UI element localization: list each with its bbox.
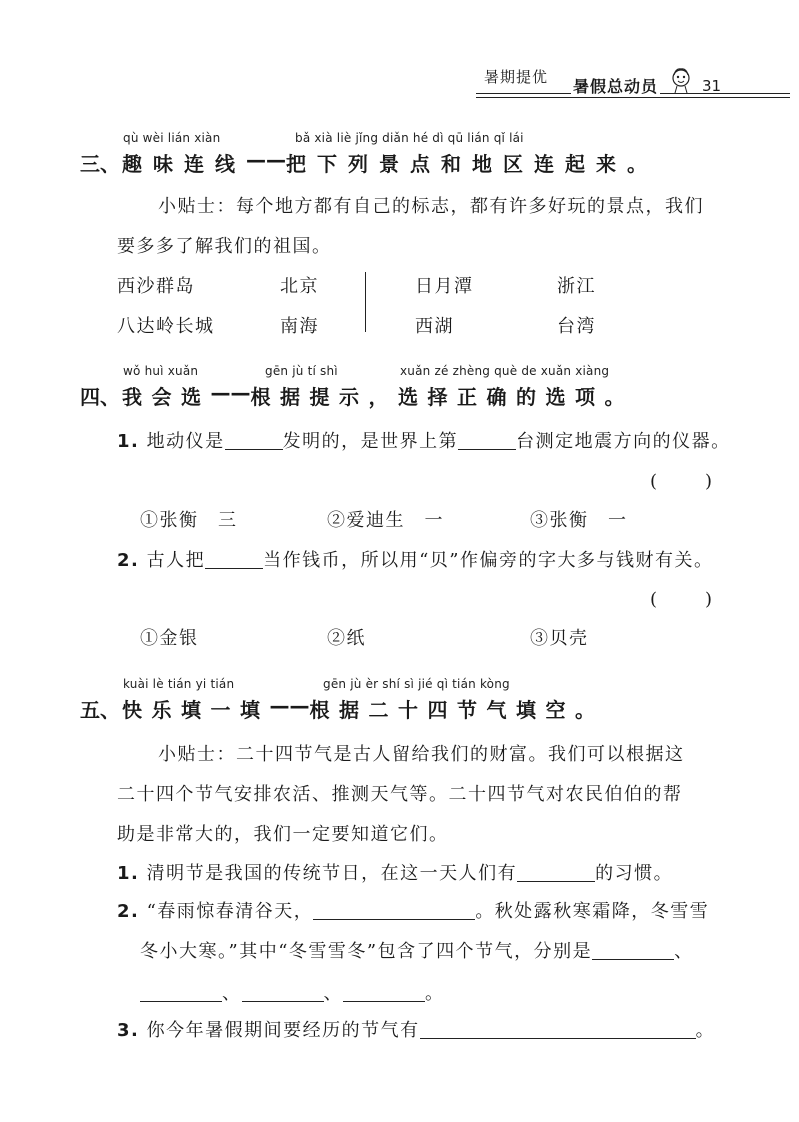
question-text: 。秋处露秋寒霜降，冬雪雪 xyxy=(475,901,710,922)
separator: 、 xyxy=(674,941,694,962)
tip-text: 二十四个节气安排农活、推测天气等。二十四节气对农民伯伯的帮 xyxy=(117,784,683,805)
question-text: 地动仪是 xyxy=(146,431,225,452)
answer-paren[interactable]: ( ) xyxy=(650,589,717,610)
heading-char: 趣 xyxy=(122,152,142,176)
heading-char: 。 xyxy=(627,152,647,176)
heading-char: 连 xyxy=(184,152,204,176)
sentence-end: 。 xyxy=(695,1020,716,1041)
tip-text: 小贴士：二十四节气是古人留给我们的财富。我们可以根据这 xyxy=(158,744,685,765)
answer-blank[interactable] xyxy=(517,863,595,882)
header-rule-thin xyxy=(476,97,790,98)
heading-char: 选 xyxy=(545,385,566,409)
heading-char: —— xyxy=(269,694,310,718)
heading-char: 空 xyxy=(545,698,566,722)
pinyin-text: kuài lè tián yi tián xyxy=(123,677,235,691)
heading-char: 下 xyxy=(317,152,337,176)
pinyin-text: gēn jù tí shì xyxy=(265,364,338,378)
pinyin-text: xuǎn zé zhèng què de xuǎn xiàng xyxy=(400,364,610,378)
heading-char: 和 xyxy=(441,152,461,176)
answer-blank[interactable] xyxy=(242,983,324,1002)
heading-char: 选 xyxy=(181,385,201,409)
heading-char: 。 xyxy=(575,698,595,722)
question-text: “春雨惊春清谷天， xyxy=(146,901,314,922)
question-number: 2. xyxy=(117,550,140,571)
tip-text: 助是非常大的，我们一定要知道它们。 xyxy=(117,824,449,845)
heading-char: 。 xyxy=(604,385,625,409)
answer-blank[interactable] xyxy=(458,431,516,450)
answer-blank[interactable] xyxy=(205,550,263,569)
separator: 、 xyxy=(222,983,242,1004)
place-name: 北京 xyxy=(280,276,319,297)
heading-char: 来 xyxy=(596,152,616,176)
question-3 xyxy=(117,1016,715,1042)
option[interactable]: ②爱迪生 一 xyxy=(327,510,444,531)
scenic-spot: 八达岭长城 xyxy=(117,316,215,337)
heading-char: 据 xyxy=(339,698,359,722)
heading-char: 四 xyxy=(427,698,448,722)
separator: 、 xyxy=(323,983,343,1004)
place-name: 台湾 xyxy=(557,316,596,337)
heading-char: 列 xyxy=(348,152,368,176)
answer-blank[interactable] xyxy=(343,983,425,1002)
heading-char: 据 xyxy=(280,385,300,409)
heading-char: 点 xyxy=(410,152,430,176)
heading-char: 我 xyxy=(122,385,142,409)
heading-char: 快 xyxy=(122,698,142,722)
heading-char: 填 xyxy=(181,698,201,722)
page-header xyxy=(476,66,790,102)
heading-char: 会 xyxy=(151,385,172,409)
answer-blank[interactable] xyxy=(592,941,674,960)
question-2-cont xyxy=(140,937,694,963)
question-number: 1. xyxy=(117,863,140,884)
question-2 xyxy=(117,897,709,923)
scenic-spot: 日月潭 xyxy=(415,276,474,297)
question-2 xyxy=(117,546,714,572)
question-number: 1. xyxy=(117,431,140,452)
answer-blank[interactable] xyxy=(140,983,222,1002)
pinyin-text: qù wèi lián xiàn xyxy=(123,131,221,145)
heading-char: 味 xyxy=(153,152,173,176)
heading-char: ， xyxy=(368,385,389,409)
question-text: 台测定地震方向的仪器。 xyxy=(516,431,731,452)
option[interactable]: ③张衡 一 xyxy=(530,510,628,531)
question-text: 清明节是我国的传统节日，在这一天人们有 xyxy=(146,863,518,884)
heading-char: 选 xyxy=(398,385,418,409)
question-2-cont xyxy=(140,979,445,1005)
heading-char: 的 xyxy=(516,385,536,409)
question-1 xyxy=(117,859,673,885)
header-subtitle: 暑期提优 xyxy=(484,68,549,86)
option[interactable]: ③贝壳 xyxy=(530,628,589,649)
heading-char: 五、 xyxy=(80,698,120,722)
heading-char: 节 xyxy=(457,698,477,722)
page-number: 31 xyxy=(702,77,722,95)
scenic-spot: 西沙群岛 xyxy=(117,276,195,297)
heading-char: —— xyxy=(210,381,251,405)
heading-char: —— xyxy=(246,148,286,172)
question-text: 你今年暑假期间要经历的节气有 xyxy=(146,1020,420,1041)
place-name: 浙江 xyxy=(557,276,596,297)
header-title: 暑假总动员 xyxy=(571,74,660,97)
heading-char: 景 xyxy=(379,152,399,176)
sentence-end: 。 xyxy=(425,983,445,1004)
heading-char: 连 xyxy=(534,152,554,176)
answer-paren[interactable]: ( ) xyxy=(650,471,717,492)
pinyin-text: bǎ xià liè jǐng diǎn hé dì qū lián qǐ lái xyxy=(295,131,524,145)
answer-blank[interactable] xyxy=(420,1020,696,1039)
heading-char: 提 xyxy=(309,385,330,409)
heading-char: 三、 xyxy=(80,152,120,176)
question-1 xyxy=(117,427,731,453)
pinyin-text: wǒ huì xuǎn xyxy=(123,364,199,378)
answer-blank[interactable] xyxy=(225,431,283,450)
question-number: 2. xyxy=(117,901,140,922)
heading-char: 地 xyxy=(472,152,492,176)
option[interactable]: ①金银 xyxy=(140,628,199,649)
heading-char: 填 xyxy=(240,698,260,722)
heading-char: 起 xyxy=(565,152,585,176)
question-text: 的习惯。 xyxy=(595,863,674,884)
heading-char: 区 xyxy=(503,152,523,176)
heading-char: 十 xyxy=(398,698,418,722)
question-text: 冬小大寒。”其中“冬雪雪冬”包含了四个节气，分别是 xyxy=(140,941,593,962)
heading-char: 四、 xyxy=(80,385,120,409)
question-text: 古人把 xyxy=(146,550,206,571)
heading-char: 一 xyxy=(210,698,231,722)
option[interactable]: ②纸 xyxy=(327,628,366,649)
heading-char: 确 xyxy=(486,385,507,409)
question-number: 3. xyxy=(117,1020,140,1041)
divider-line xyxy=(365,272,366,332)
pinyin-text: gēn jù èr shí sì jié qì tián kòng xyxy=(323,677,510,691)
option[interactable]: ①张衡 三 xyxy=(140,510,238,531)
tip-text: 小贴士：每个地方都有自己的标志，都有许多好玩的景点，我们 xyxy=(158,196,704,217)
heading-char: 根 xyxy=(250,385,271,409)
tip-text: 要多多了解我们的祖国。 xyxy=(117,236,332,257)
question-text: 当作钱币，所以用“贝”作偏旁的字大多与钱财有关。 xyxy=(263,550,714,571)
heading-char: 二 xyxy=(368,698,389,722)
heading-char: 填 xyxy=(516,698,536,722)
heading-char: 正 xyxy=(457,385,477,409)
heading-char: 乐 xyxy=(151,698,172,722)
answer-blank[interactable] xyxy=(313,901,475,920)
scenic-spot: 西湖 xyxy=(415,316,454,337)
heading-char: 线 xyxy=(215,152,235,176)
cartoon-face-icon xyxy=(670,66,692,94)
heading-char: 把 xyxy=(286,152,306,176)
heading-char: 择 xyxy=(427,385,448,409)
heading-char: 根 xyxy=(309,698,330,722)
heading-char: 气 xyxy=(486,698,507,722)
heading-char: 示 xyxy=(339,385,359,409)
question-text: 发明的，是世界上第 xyxy=(282,431,459,452)
heading-char: 项 xyxy=(575,385,595,409)
place-name: 南海 xyxy=(280,316,319,337)
